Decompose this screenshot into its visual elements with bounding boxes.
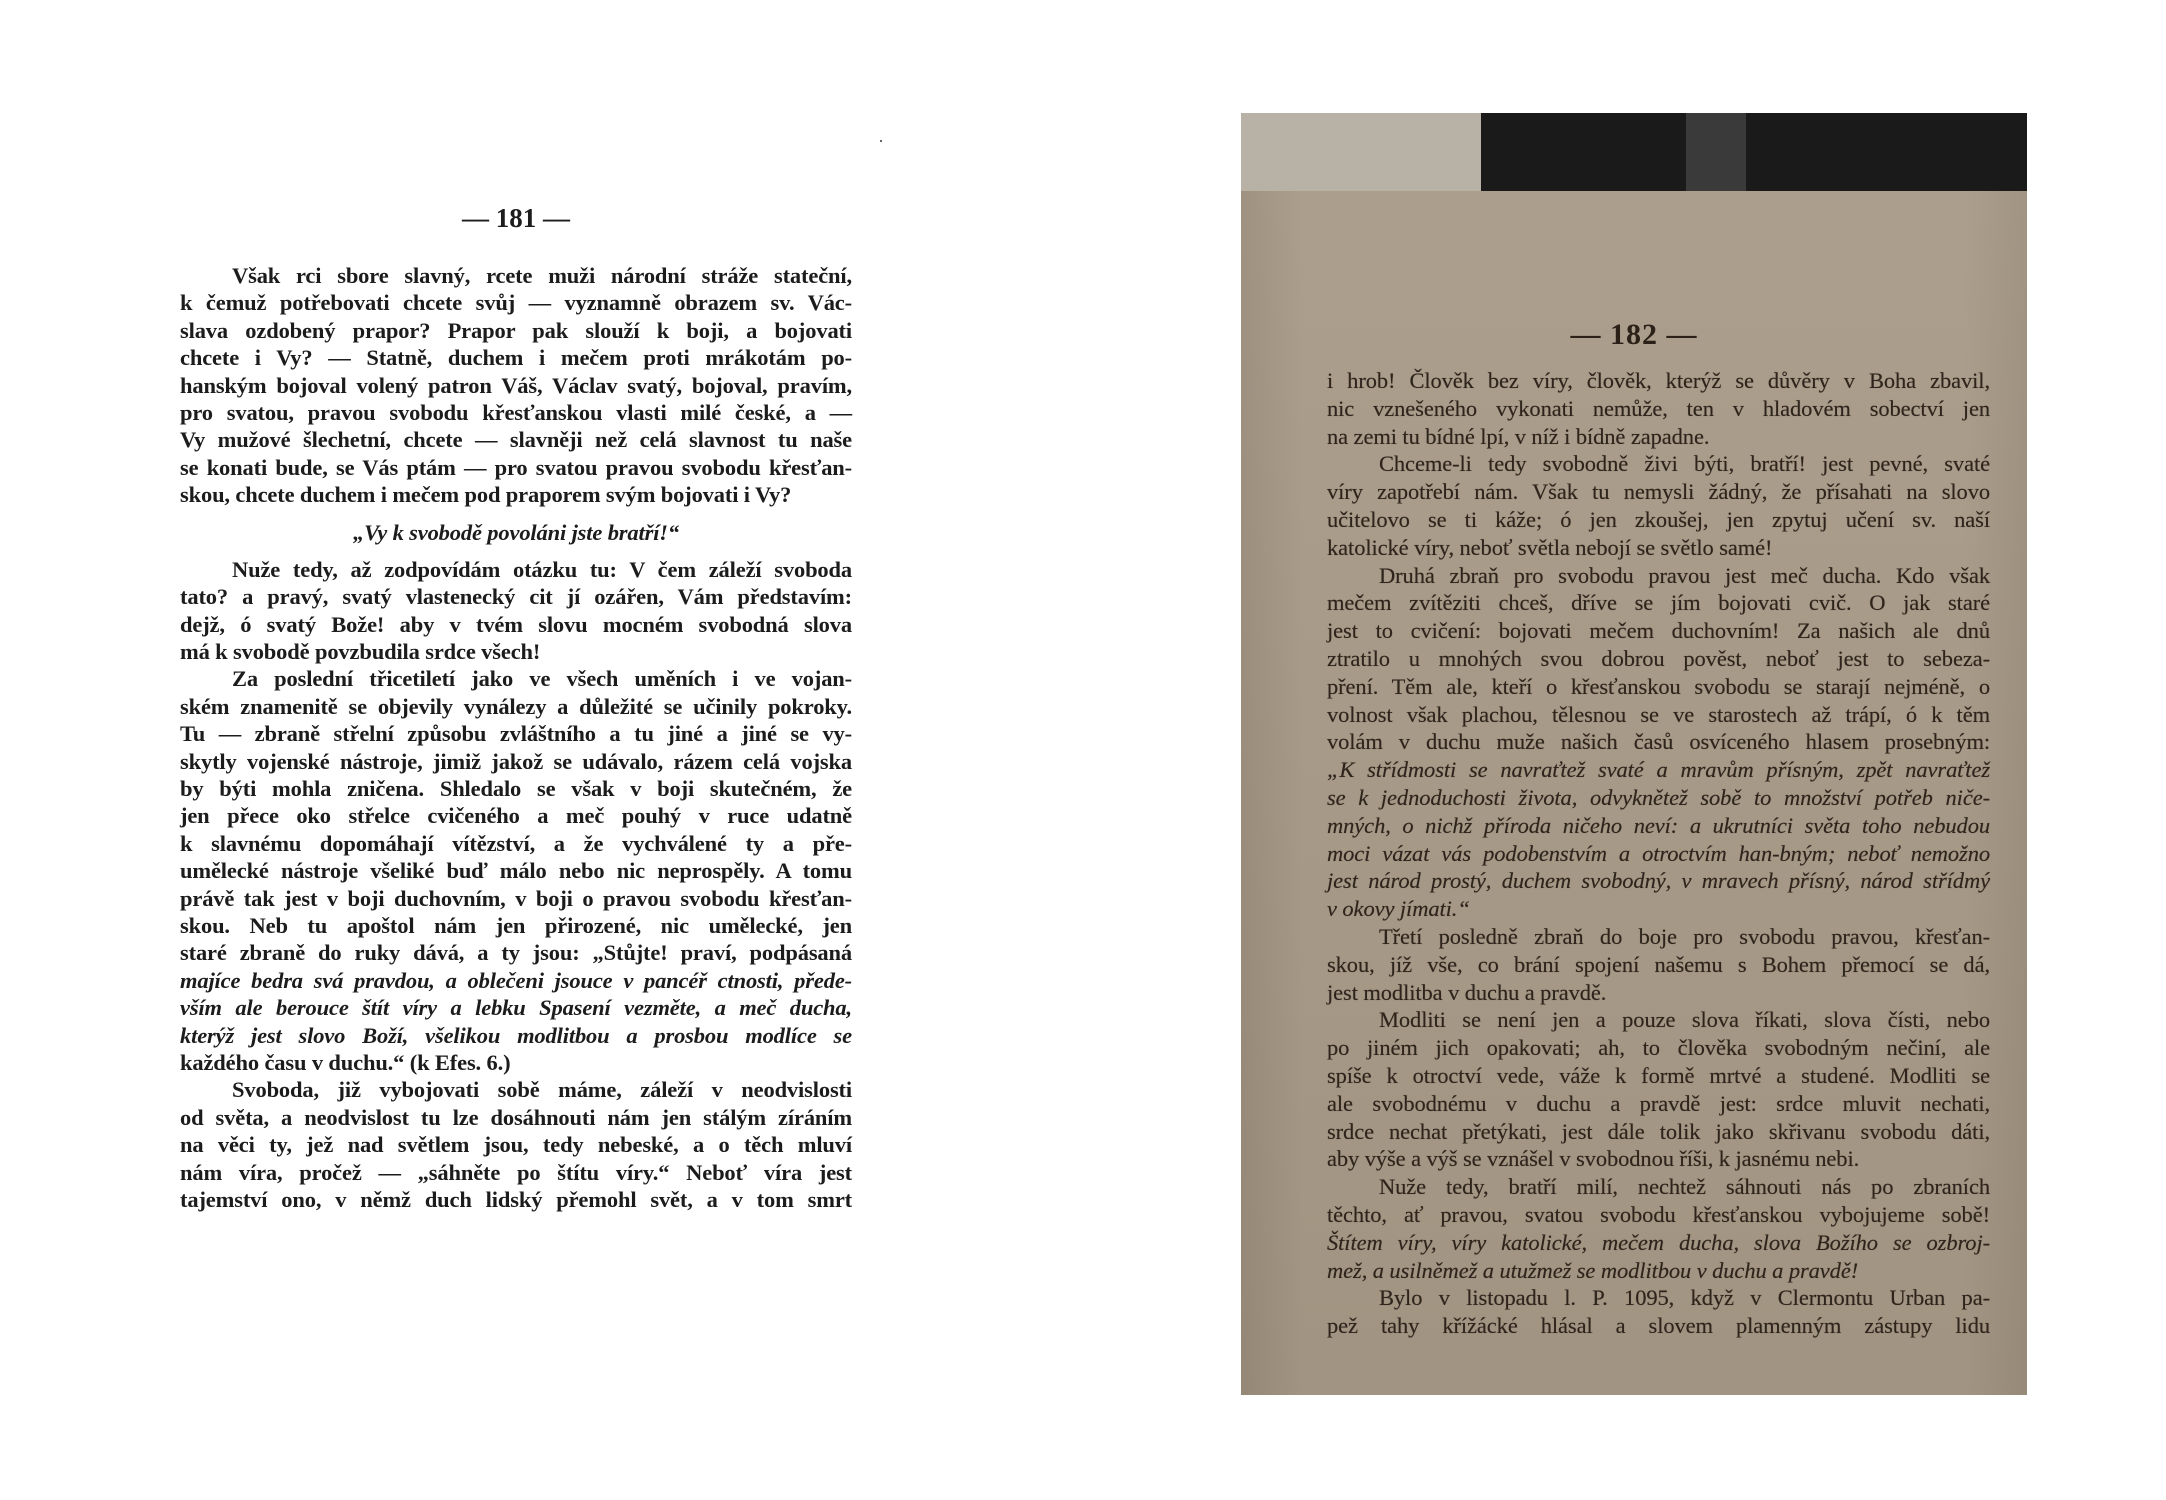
text-line: skou, chcete duchem i mečem pod praporem svým bojovati i Vy? <box>180 482 792 508</box>
text-line: víry zapotřebí nám. Však tu nemysli žádný, že přísahati na slovo <box>1327 479 1990 505</box>
text-line: Za poslední třicetiletí jako ve všech uměních i ve vojan- <box>232 666 852 692</box>
text-line: jest modlitba v duchu a pravdě. <box>1327 979 1607 1005</box>
page-number: — 182 — <box>1570 318 1698 351</box>
left-page <box>180 200 852 1260</box>
text-line: vším ale berouce štít víry a lebku Spasení vezměte, a meč ducha, <box>180 995 852 1021</box>
text-line: mných, o nichž příroda ničeho neví: a ukrutníci světa toho nebudou <box>1327 812 1990 838</box>
right-page-body <box>1327 367 1990 1340</box>
text-line: srdce nechat přetýkati, jest dále tolik jako skřivanu svobodu dáti, <box>1327 1118 1990 1144</box>
text-line: jest to cvičení: bojovati mečem duchovním! Za našich ale dnů <box>1327 618 1990 644</box>
text-line: Však rci sbore slavný, rcete muži národní stráže stateční, <box>232 263 852 288</box>
text-line: slava ozdobený prapor? Prapor pak slouží k boji, a bojovati <box>180 317 852 343</box>
text-line: i hrob! Člověk bez víry, člověk, kterýž se důvěry v Boha zbavil, <box>1327 368 1990 393</box>
text-line: ztratilo u mnohých svou dobrou pověst, neboť jest to sebeza- <box>1327 645 1990 671</box>
text-line: aby výše a výš se vznášel v svobodnou říši, k jasnému nebi. <box>1327 1146 1860 1172</box>
text-line: kterýž jest slovo Boží, všelikou modlitbou a prosbou modlíce se <box>180 1022 852 1048</box>
text-line: ském znamenitě se objevily vynálezy a důležité se učinily pokroky. <box>180 693 852 719</box>
text-line: Chceme-li tedy svobodně živi býti, bratří! jest pevné, svaté <box>1379 451 1990 477</box>
text-line: pež tahy křížácké hlásal a slovem plamenným zástupy lidu <box>1327 1313 1990 1339</box>
text-line: v okovy jímati.“ <box>1327 896 1470 922</box>
text-line: Nuže tedy, až zodpovídám otázku tu: V čem záleží svoboda <box>232 556 852 582</box>
text-line: chcete i Vy? — Statně, duchem i mečem proti mrákotám po- <box>180 345 852 371</box>
text-line: nám víra, pročež — „sáhněte po štítu víry.“ Neboť víra jest <box>180 1159 852 1185</box>
text-line: majíce bedra svá pravdou, a oblečeni jsouce v pancéř ctnosti, přede- <box>180 967 852 993</box>
left-page-body <box>180 262 852 1213</box>
text-line: dejž, ó svatý Bože! aby v tvém slovu mocném svobodná slova <box>180 611 852 637</box>
text-line: „K střídmosti se navraťtež svaté a mravům přísným, zpět navraťtež <box>1327 757 1990 783</box>
text-line: pření. Těm ale, kteří o křesťanskou svobodu se starají nejméně, o <box>1327 673 1990 699</box>
text-line: od světa, a neodvislost tu lze dosáhnouti nám jen stálým zíráním <box>180 1104 852 1130</box>
text-line: jen přece oko střelce cvičeného a meč pouhý v ruce udatně <box>180 803 852 829</box>
text-line: by býti mohla zničena. Shledalo se však v boji skutečném, že <box>180 776 852 802</box>
text-line: pro svatou, pravou svobodu křesťanskou vlasti milé české, a — <box>180 399 852 425</box>
text-line: má k svobodě povzbudila srdce všech! <box>180 639 541 665</box>
text-line: nic vznešeného vykonati nemůže, ten v hladovém sobectví jen <box>1327 395 1990 421</box>
text-line: hanským bojoval volený patron Váš, Václav svatý, bojoval, pravím, <box>180 372 852 398</box>
page-number: — 181 — <box>462 203 570 233</box>
text-line: právě tak jest v boji duchovním, v boji o pravou svobodu křesťan- <box>180 885 852 911</box>
text-line: spíše k otroctví vede, váže k formě mrtvé a studené. Modliti se <box>1327 1062 1990 1088</box>
text-line: tajemství ono, v němž duch lidský přemohl svět, a v tom smrt <box>180 1186 852 1212</box>
text-line: Vy mužové šlechetní, chcete — slavněji než celá slavnost tu naše <box>180 427 852 453</box>
text-line: Nuže tedy, bratří milí, nechtež sáhnouti nás po zbraních <box>1379 1174 1990 1200</box>
text-line: volnost však plachou, tělesnou se ve starostech až trápí, ó k těm <box>1327 701 1990 727</box>
text-line: učitelovo se ti káže; ó jen zkoušej, jen zpytuj učení sv. naší <box>1327 506 1990 532</box>
text-line: umělecké nástroje všeliké buď málo nebo nic neprospěly. A tomu <box>180 858 852 884</box>
text-line: ale svobodnému v duchu a pravdě jest: srdce mluvit nechati, <box>1327 1090 1990 1116</box>
right-page-scan <box>1241 113 2027 1395</box>
text-line: k slavnému dopomáhají vítězství, a že vychválené ty a pře- <box>180 830 852 856</box>
text-line: jest národ prostý, duchem svobodný, v mravech přísný, národ střídmý <box>1327 868 1990 894</box>
text-line: skou. Neb tu apoštol nám jen přirozené, nic umělecké, jen <box>180 912 852 938</box>
text-line: na zemi tu bídné lpí, v níž i bídně zapadne. <box>1327 423 1710 449</box>
text-line: těchto, ať pravou, svatou svobodu křesťanskou vybojujeme sobě! <box>1327 1201 1990 1227</box>
text-line: Tu — zbraně střelní způsobu zvláštního a tu jiné a jiné se vy- <box>180 721 852 747</box>
text-line: staré zbraně do ruky dává, a ty jsou: „Stůjte! praví, podpásaná <box>180 940 852 966</box>
scan-dark-edge <box>1481 113 2027 191</box>
text-line: na věci ty, jež nad světlem jsou, tedy nebeské, a o těch mluví <box>180 1132 852 1158</box>
text-line: mež, a usilněmež a utužmež se modlitbou v duchu a pravdě! <box>1327 1257 1859 1283</box>
scan-dark-stripe <box>1686 113 1746 191</box>
text-line: se konati bude, se Vás ptám — pro svatou pravou svobodu křesťan- <box>180 454 852 480</box>
text-line: volám v duchu muže našich časů osvíceného hlasem prosebným: <box>1327 729 1990 755</box>
text-line: Modliti se není jen a pouze slova říkati, slova čísti, nebo <box>1379 1007 1990 1033</box>
text-line: skytly vojenské nástroje, jimiž jakož se udávalo, rázem celá vojska <box>180 748 852 774</box>
text-line: moci vázat vás podobenstvím a otroctvím han-bným; neboť nemožno <box>1327 840 1990 866</box>
text-line: Štítem víry, víry katolické, mečem ducha, slova Božího se ozbroj- <box>1327 1229 1990 1255</box>
text-line: Třetí posledně zbraň do boje pro svobodu pravou, křesťan- <box>1379 923 1990 949</box>
text-line: po jiném jich opakovati; ah, to člověka svobodným nečiní, ale <box>1327 1035 1990 1061</box>
text-line: každého času v duchu.“ (k Efes. 6.) <box>180 1049 511 1075</box>
text-line: se k jednoduchosti života, odvyknětež sobě to množství potřeb niče- <box>1327 784 1990 810</box>
text-line: tato? a pravý, svatý vlastenecký cit jí ozářen, Vám představím: <box>180 584 852 610</box>
text-line: k čemuž potřebovati chcete svůj — vyznamně obrazem sv. Vác- <box>180 290 852 316</box>
text-line: katolické víry, neboť světla nebojí se světlo samé! <box>1327 534 1773 560</box>
text-line: Svoboda, již vybojovati sobě máme, záleží v neodvislosti <box>232 1077 852 1103</box>
quote-line: „Vy k svobodě povoláni jste bratří!“ <box>352 519 680 545</box>
text-line: Druhá zbraň pro svobodu pravou jest meč ducha. Kdo však <box>1379 562 1990 588</box>
text-line: skou, jíž vše, co brání spojení našemu s Bohem přemocí se dá, <box>1327 951 1990 977</box>
scan-speck <box>880 140 882 142</box>
text-line: Bylo v listopadu l. P. 1095, když v Clermontu Urban pa- <box>1379 1285 1990 1311</box>
text-line: mečem zvítěziti chceš, dříve se jím bojovati cvič. O jak staré <box>1327 590 1990 616</box>
